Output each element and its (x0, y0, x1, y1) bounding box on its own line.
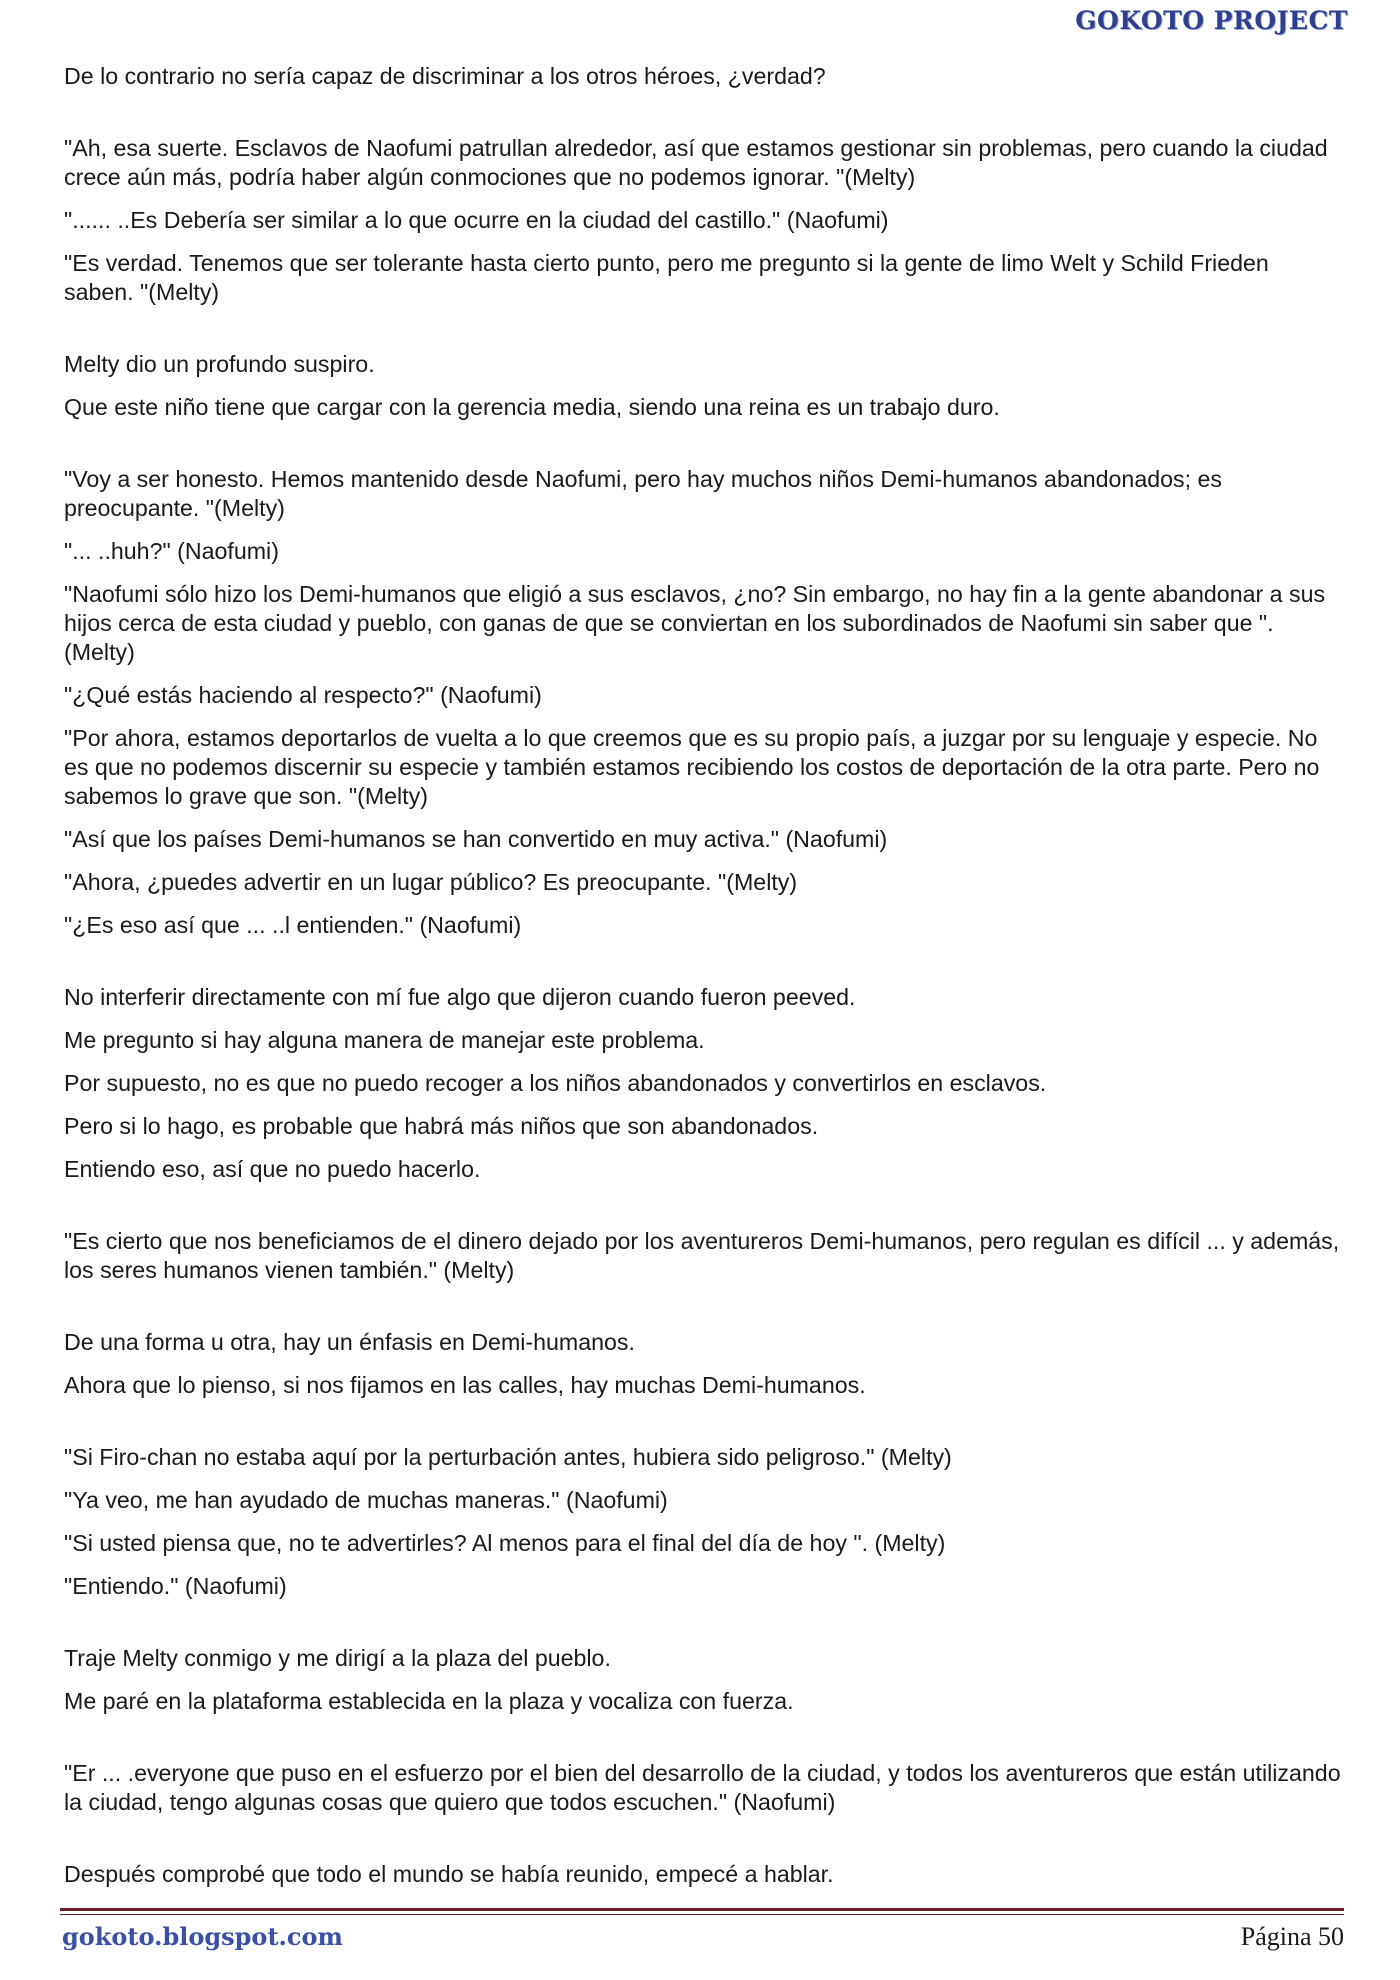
paragraph: Traje Melty conmigo y me dirigí a la plaza del pueblo. (64, 1645, 611, 1671)
document-body (64, 62, 1342, 1903)
paragraph: "¿Es eso así que ... ..l entienden." (Naofumi) (64, 912, 522, 938)
paragraph: "Er ... .everyone que puso en el esfuerzo por el bien del desarrollo de la ciudad, y todos los aventureros que están utilizando la ciudad, tengo algunas cosas que quiero que todos escuchen." (Naofumi) (64, 1760, 1341, 1815)
paragraph: "... ..huh?" (Naofumi) (64, 538, 279, 564)
paragraph: "Es cierto que nos beneficiamos de el dinero dejado por los aventureros Demi-humanos, pero regulan es difícil ... y además, los seres humanos vienen también." (Melty) (64, 1228, 1340, 1283)
page-number: Página 50 (1240, 1922, 1344, 1951)
footer-site-link[interactable]: gokoto.blogspot.com (62, 1922, 343, 1951)
header-brand: GOKOTO PROJECT (1075, 6, 1348, 35)
paragraph: Por supuesto, no es que no puedo recoger a los niños abandonados y convertirlos en esclavos. (64, 1070, 1047, 1096)
paragraph: "Si Firo-chan no estaba aquí por la perturbación antes, hubiera sido peligroso." (Melty) (64, 1444, 952, 1470)
paragraph: No interferir directamente con mí fue algo que dijeron cuando fueron peeved. (64, 984, 856, 1010)
paragraph: "Ahora, ¿puedes advertir en un lugar público? Es preocupante. "(Melty) (64, 869, 798, 895)
paragraph: "Naofumi sólo hizo los Demi-humanos que eligió a sus esclavos, ¿no? Sin embargo, no hay fin a la gente abandonar a sus hijos cerca de esta ciudad y pueblo, con ganas de que se conviertan en los subordinados de Naofumi sin saber que ". (Melty) (64, 581, 1326, 665)
paragraph: "Si usted piensa que, no te advertirles? Al menos para el final del día de hoy ". (Melty) (64, 1530, 946, 1556)
paragraph: "¿Qué estás haciendo al respecto?" (Naofumi) (64, 682, 542, 708)
paragraph: "Ah, esa suerte. Esclavos de Naofumi patrullan alrededor, así que estamos gestionar sin problemas, pero cuando la ciudad crece aún más, podría haber algún conmociones que no podemos ignorar. "(Melty) (64, 135, 1328, 190)
paragraph: De una forma u otra, hay un énfasis en Demi-humanos. (64, 1329, 635, 1355)
paragraph: Melty dio un profundo suspiro. (64, 351, 375, 377)
paragraph: "Voy a ser honesto. Hemos mantenido desde Naofumi, pero hay muchos niños Demi-humanos abandonados; es preocupante. "(Melty) (64, 466, 1222, 521)
paragraph: Me paré en la plataforma establecida en la plaza y vocaliza con fuerza. (64, 1688, 794, 1714)
paragraph: Ahora que lo pienso, si nos fijamos en las calles, hay muchas Demi-humanos. (64, 1372, 866, 1398)
paragraph: "Ya veo, me han ayudado de muchas maneras." (Naofumi) (64, 1487, 668, 1513)
paragraph: "...... ..Es Debería ser similar a lo que ocurre en la ciudad del castillo." (Naofumi) (64, 207, 889, 233)
paragraph: Entiendo eso, así que no puedo hacerlo. (64, 1156, 481, 1182)
paragraph: Pero si lo hago, es probable que habrá más niños que son abandonados. (64, 1113, 819, 1139)
footer-rule (60, 1908, 1344, 1911)
paragraph: "Es verdad. Tenemos que ser tolerante hasta cierto punto, pero me pregunto si la gente de limo Welt y Schild Frieden saben. "(Melty) (64, 250, 1269, 305)
paragraph: De lo contrario no sería capaz de discriminar a los otros héroes, ¿verdad? (64, 63, 826, 89)
paragraph: Que este niño tiene que cargar con la gerencia media, siendo una reina es un trabajo duro. (64, 394, 1000, 420)
paragraph: "Entiendo." (Naofumi) (64, 1573, 287, 1599)
paragraph: "Por ahora, estamos deportarlos de vuelta a lo que creemos que es su propio país, a juzgar por su lenguaje y especie. No es que no podemos discernir su especie y también estamos recibiendo los costos de deportación de la otra parte. Pero no sabemos lo grave que son. "(Melty) (64, 725, 1320, 809)
paragraph: Después comprobé que todo el mundo se había reunido, empecé a hablar. (64, 1861, 834, 1887)
paragraph: "Así que los países Demi-humanos se han convertido en muy activa." (Naofumi) (64, 826, 888, 852)
paragraph: Me pregunto si hay alguna manera de manejar este problema. (64, 1027, 705, 1053)
